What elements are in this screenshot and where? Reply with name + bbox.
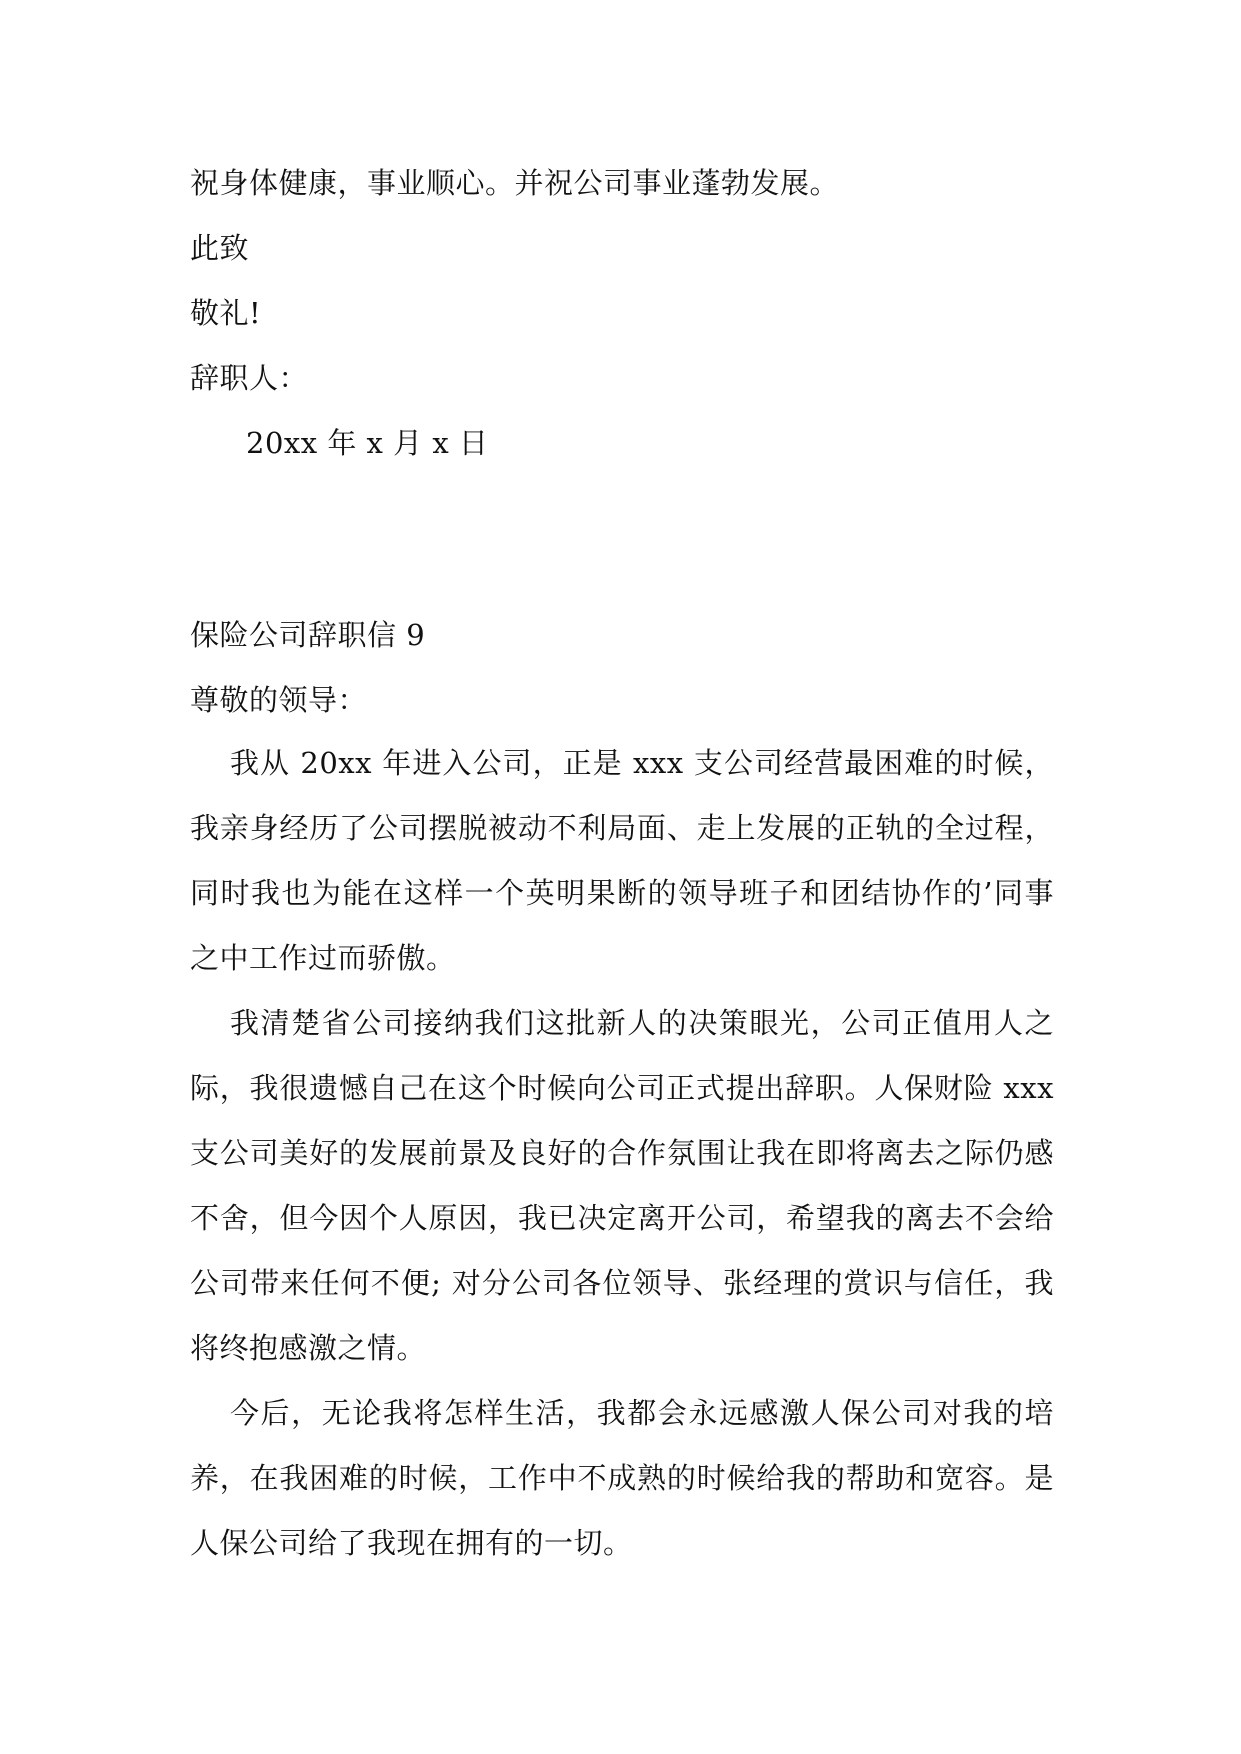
paragraph-2: 我清楚省公司接纳我们这批新人的决策眼光，公司正值用人之际，我很遗憾自己在这个时候向公司正式提出辞职。人保财险 xxx 支公司美好的发展前景及良好的合作氛围让我在即将离去之际仍感不舍，但今因个人原因，我已决定离开公司，希望我的离去不会给公司带来任何不便; 对分公司各位领导、张经理的赏识与信任，我将终抱感激之情。	[190, 1006, 1054, 1365]
salutation-line-2: 敬礼!	[190, 296, 262, 330]
signature-date: 20xx 年 x 月 x 日	[246, 426, 489, 460]
letter-greeting: 尊敬的领导：	[190, 683, 368, 717]
paragraph-3: 今后，无论我将怎样生活，我都会永远感激人保公司对我的培养，在我困难的时候，工作中不成熟的时候给我的帮助和宽容。是人保公司给了我现在拥有的一切。	[190, 1396, 1054, 1560]
signer-label: 辞职人：	[190, 361, 309, 395]
letter-title: 保险公司辞职信 9	[190, 618, 426, 652]
salutation-line-1: 此致	[190, 231, 250, 265]
closing-wish: 祝身体健康，事业顺心。并祝公司事业蓬勃发展。	[190, 166, 840, 200]
paragraph-1: 我从 20xx 年进入公司，正是 xxx 支公司经营最困难的时候，我亲身经历了公司摆脱被动不利局面、走上发展的正轨的全过程，同时我也为能在这样一个英明果断的领导班子和团结协作的’同事之中工作过而骄傲。	[190, 746, 1054, 975]
